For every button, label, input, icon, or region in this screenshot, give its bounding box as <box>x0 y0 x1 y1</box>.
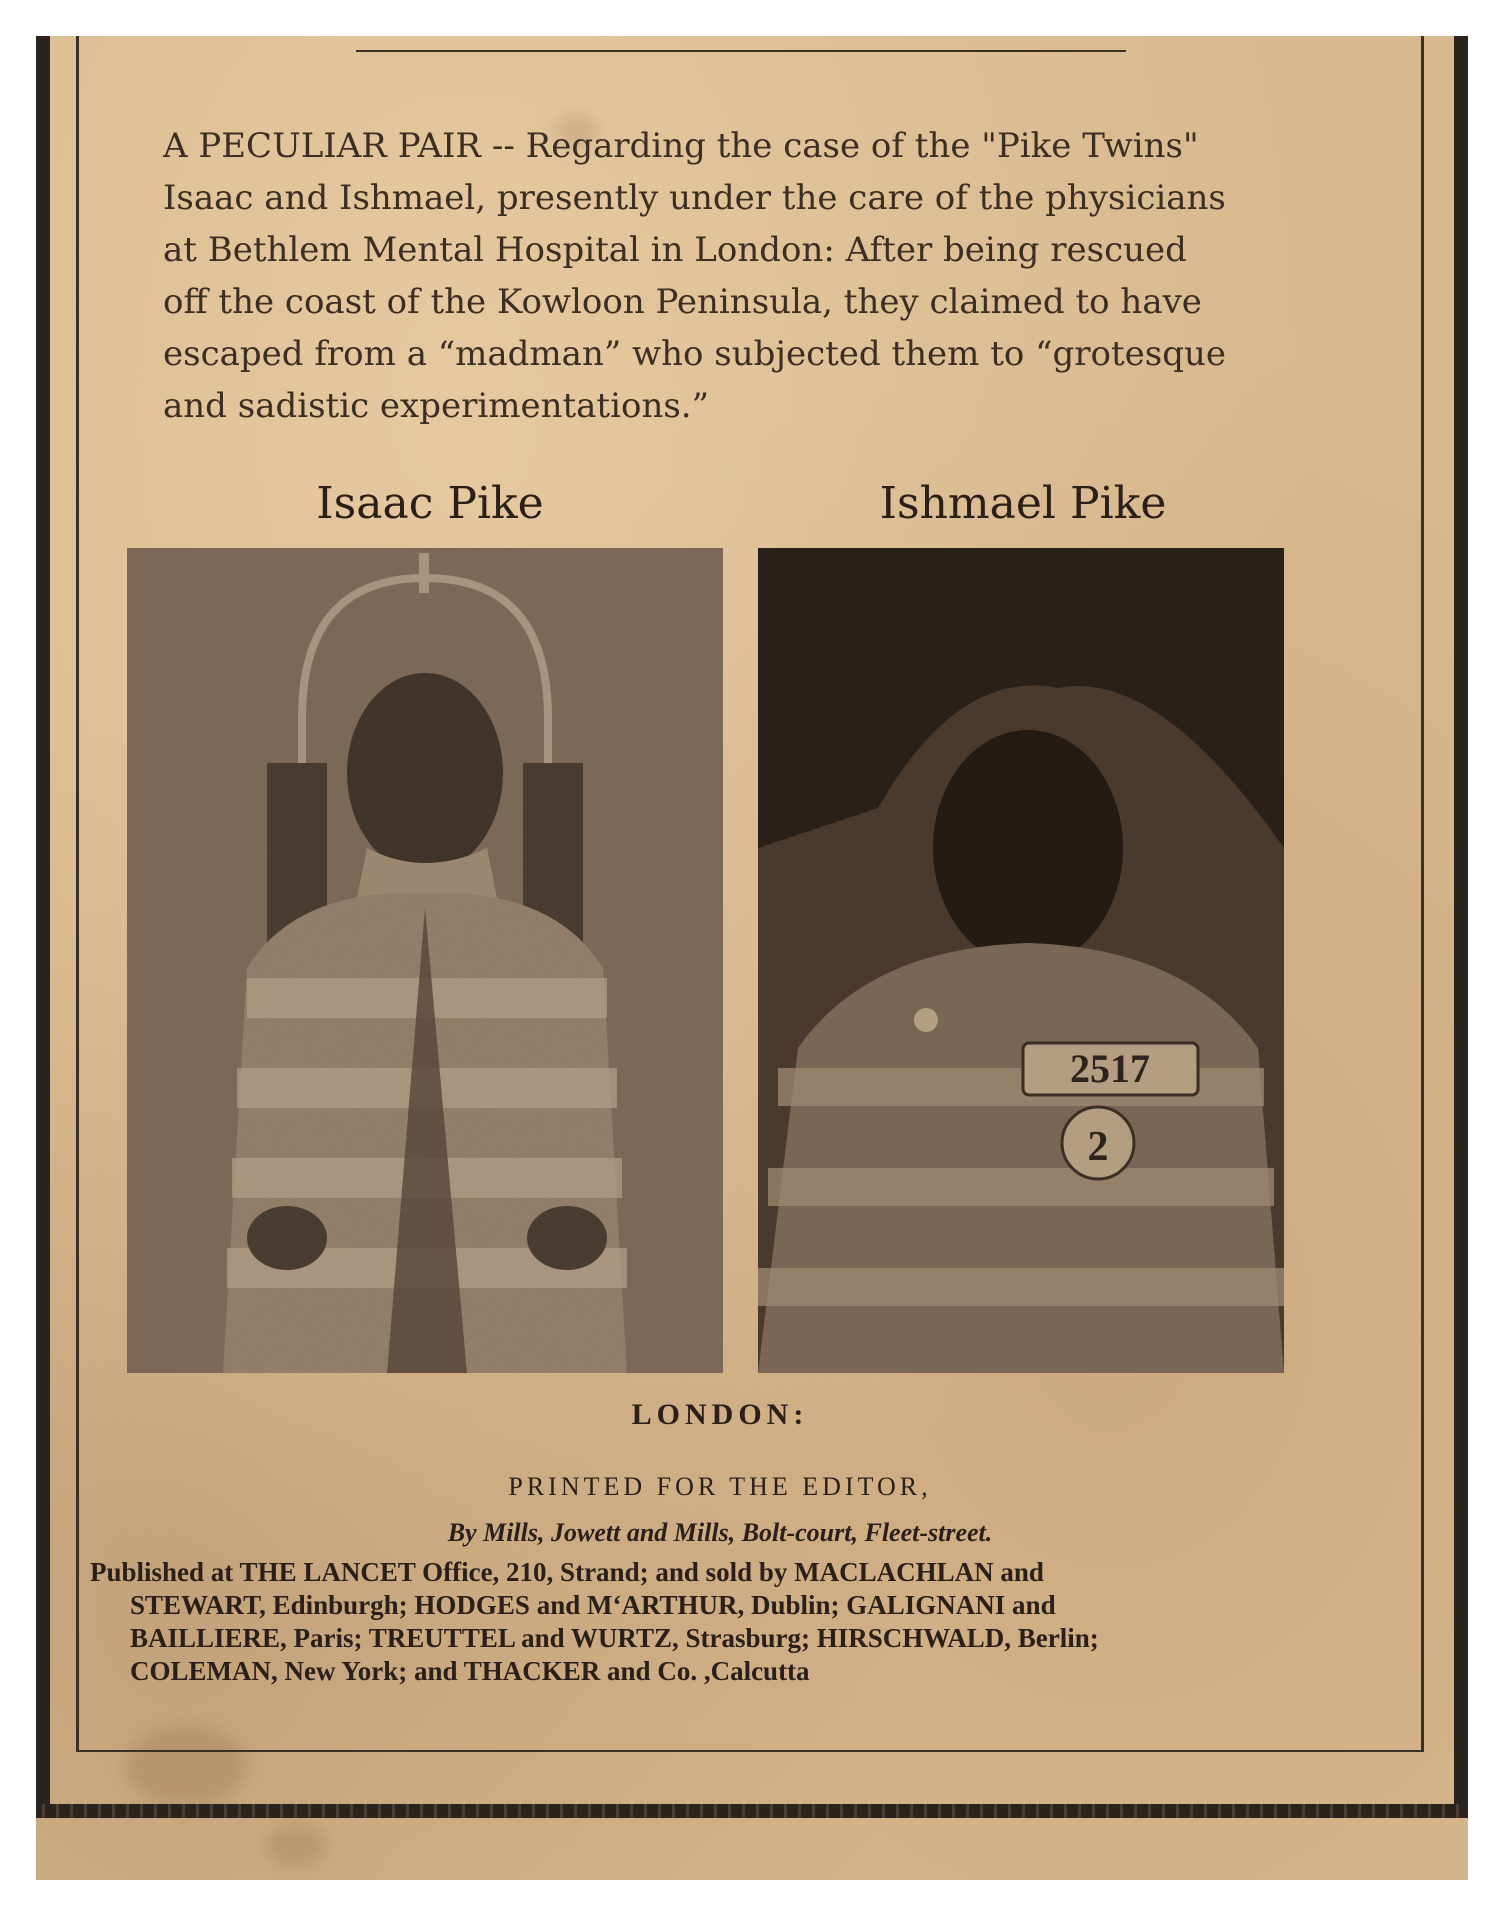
outer-border-left <box>36 36 50 1806</box>
published-line: STEWART, Edinburgh; HODGES and M‘ARTHUR, Dublin; GALIGNANI and <box>130 1590 1056 1620</box>
headline-line: at Bethlem Mental Hospital in London: After being rescued <box>163 230 1187 270</box>
heavy-footer-rule <box>36 1804 1468 1818</box>
headline-line: and sadistic experimentations.” <box>163 386 709 426</box>
ishmael-caption: Ishmael Pike <box>879 478 1167 529</box>
published-line: Published at THE LANCET Office, 210, Strand; and sold by MACLACHLAN and <box>90 1557 1044 1587</box>
ishmael-portrait-illustration <box>758 548 1284 1373</box>
imprint-published-block <box>90 1556 1360 1688</box>
ishmael-pike-photo <box>758 548 1284 1373</box>
imprint-by-line: By Mills, Jowett and Mills, Bolt-court, Fleet-street. <box>447 1518 993 1547</box>
imprint-city: LONDON: <box>631 1398 809 1431</box>
badge-disc-number: 2 <box>1087 1124 1109 1170</box>
isaac-portrait-illustration <box>127 548 723 1373</box>
published-line: COLEMAN, New York; and THACKER and Co. ,Calcutta <box>130 1656 810 1686</box>
headline-line: escaped from a “madman” who subjected them to “grotesque <box>163 334 1227 374</box>
outer-border-right <box>1454 36 1468 1806</box>
badge-number: 2517 <box>1070 1046 1150 1091</box>
article-headline <box>163 120 1283 432</box>
published-line: BAILLIERE, Paris; TREUTTEL and WURTZ, Strasburg; HIRSCHWALD, Berlin; <box>130 1623 1099 1653</box>
bottom-rule <box>76 1750 1424 1752</box>
water-stain <box>126 1726 246 1806</box>
headline-line: off the coast of the Kowloon Peninsula, they claimed to have <box>163 282 1202 322</box>
top-rule <box>356 50 1126 52</box>
inner-border-right <box>1421 36 1424 1751</box>
headline-line: Isaac and Ishmael, presently under the care of the physicians <box>163 178 1226 218</box>
imprint-printed-for: PRINTED FOR THE EDITOR, <box>508 1472 932 1501</box>
isaac-caption: Isaac Pike <box>316 478 544 529</box>
water-stain <box>266 1826 326 1866</box>
headline-line: A PECULIAR PAIR -- Regarding the case of the "Pike Twins" <box>163 126 1199 166</box>
isaac-pike-photo <box>127 548 723 1373</box>
